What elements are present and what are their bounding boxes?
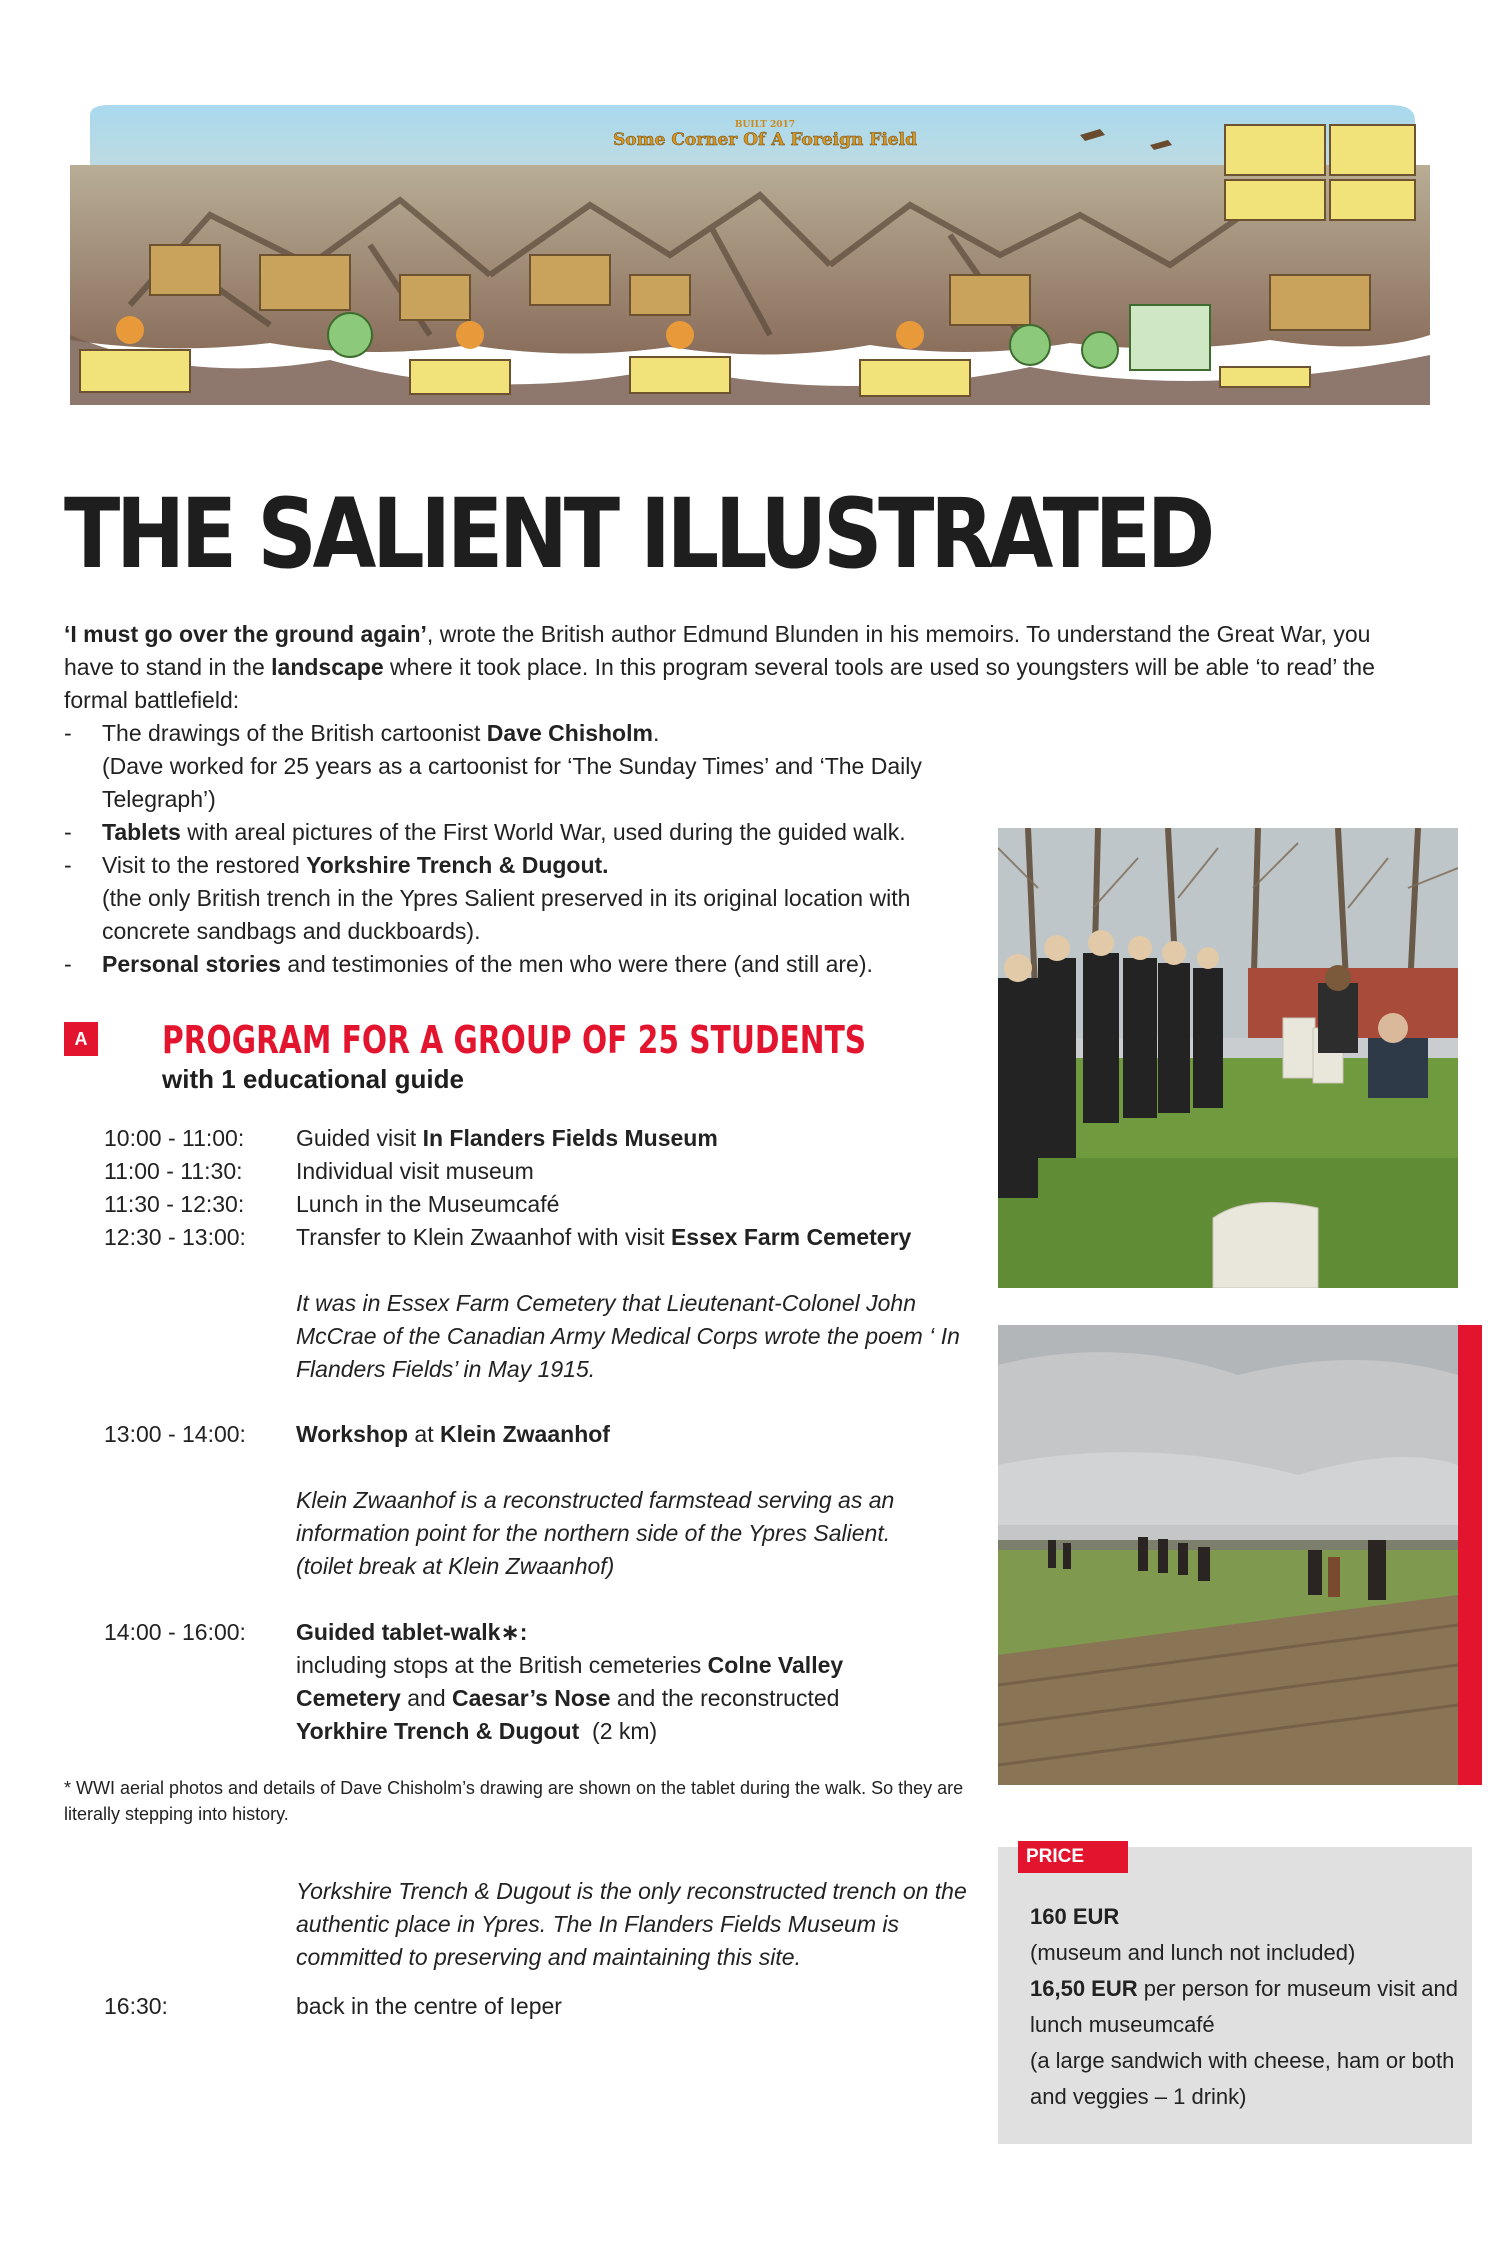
page-title: THE SALIENT ILLUSTRATED [64, 478, 1211, 590]
schedule-bold: Caesar’s Nose [452, 1685, 611, 1711]
schedule-bold: In Flanders Fields Museum [422, 1125, 718, 1151]
schedule-row [104, 1221, 984, 1254]
list-item-text: with areal pictures of the First World War, used during the guided walk. [180, 819, 906, 845]
schedule-text: (2 km) [579, 1718, 658, 1744]
price-group: 160 EUR [1030, 1904, 1120, 1929]
schedule-text: Transfer to Klein Zwaanhof with visit [296, 1224, 671, 1250]
field-walk-photo [998, 1325, 1458, 1785]
list-item-text: The drawings of the British cartoonist [102, 720, 487, 746]
toilet-break-note: (toilet break at Klein Zwaanhof) [296, 1553, 615, 1579]
schedule-note [104, 1287, 984, 1386]
schedule-text: including stops at the British cemeteries [296, 1652, 708, 1678]
intro-text-1: , wrote the British author Edmund Blunden in his memoirs. To understand the Great War, you have to stand in the [64, 621, 1371, 680]
list-item-bold: Personal stories [102, 951, 281, 977]
price-person-note: (a large sandwich with cheese, ham or both and veggies – 1 drink) [1030, 2048, 1455, 2109]
yorkshire-trench-note: Yorkshire Trench & Dugout is the only reconstructed trench on the authentic place in Ypres. The In Flanders Fields Museum is committed to preserving and maintaining this site. [296, 1878, 967, 1970]
price-group-note: (museum and lunch not included) [1030, 1940, 1356, 1965]
schedule-time: 11:00 - 11:30: [104, 1158, 243, 1184]
accent-bar [1458, 1325, 1482, 1785]
list-item-sub: (Dave worked for 25 years as a cartoonist for ‘The Sunday Times’ and ‘The Daily Telegraph’) [102, 753, 922, 812]
schedule-time: 11:30 - 12:30: [104, 1191, 245, 1217]
schedule-row [104, 1418, 984, 1451]
list-item [64, 948, 994, 981]
list-item [64, 849, 994, 948]
salient-illustration-banner [70, 105, 1430, 405]
schedule-star: ∗: [500, 1619, 528, 1645]
intro-text-2: where it took place. In this program several tools are used so youngsters will be able ‘to read’ the formal battlefield: [64, 654, 1375, 713]
schedule-time: 16:30: [104, 1993, 168, 2019]
schedule-bold: Klein Zwaanhof [440, 1421, 610, 1447]
schedule-bold: Essex Farm Cemetery [670, 1224, 912, 1250]
schedule-text: Lunch in the Museumcafé [296, 1191, 560, 1217]
schedule-time: 10:00 - 11:00: [104, 1125, 245, 1151]
cemetery-students-photo [998, 828, 1458, 1288]
list-item-bold: Tablets [102, 819, 181, 845]
klein-zwaanhof-note: Klein Zwaanhof is a reconstructed farmstead serving as an information point for the northern side of the Ypres Salient. [296, 1487, 895, 1546]
price-box [998, 1847, 1472, 2144]
schedule-text: and the reconstructed [610, 1685, 840, 1711]
list-item [64, 717, 994, 816]
intro-quote: ‘I must go over the ground again’ [64, 621, 427, 647]
schedule-text: back in the centre of Ieper [296, 1993, 562, 2019]
banner-kicker: BUILT 2017 [734, 120, 796, 130]
price-person: 16,50 EUR [1030, 1976, 1138, 2001]
schedule-text: Guided visit [296, 1125, 423, 1151]
list-item-bold: Dave Chisholm [486, 720, 653, 746]
list-item-text: Visit to the restored [102, 852, 307, 878]
banner-title: Some Corner Of A Foreign Field [613, 130, 917, 150]
schedule-row [104, 1616, 984, 1748]
schedule-bold: Colne Valley Cemetery [296, 1652, 844, 1711]
section-badge: A [64, 1022, 98, 1056]
schedule-text: at [408, 1421, 440, 1447]
list-item-text: and testimonies of the men who were there (and still are). [280, 951, 873, 977]
price-person-text: per person for museum visit and lunch museumcafé [1030, 1976, 1458, 2037]
essex-farm-note: It was in Essex Farm Cemetery that Lieutenant-Colonel John McCrae of the Canadian Army Medical Corps wrote the poem ‘ In Flanders Fields’ in May 1915. [296, 1290, 960, 1382]
schedule-bold: Workshop [296, 1421, 409, 1447]
schedule-row [104, 1188, 984, 1221]
schedule-time: 12:30 - 13:00: [104, 1224, 246, 1250]
schedule-note [104, 1875, 984, 1974]
list-item-text: . [652, 720, 660, 746]
list-item-bold: Yorkshire Trench & Dugout. [306, 852, 609, 878]
list-item-sub: (the only British trench in the Ypres Salient preserved in its original location with concrete sandbags and duckboards). [102, 885, 911, 944]
section-title: PROGRAM FOR A GROUP OF 25 STUDENTS [162, 1018, 867, 1062]
schedule-text: Individual visit museum [296, 1158, 534, 1184]
schedule-row [104, 1155, 984, 1188]
intro-landscape: landscape [271, 654, 384, 680]
section-subtitle: with 1 educational guide [162, 1064, 464, 1094]
schedule-bold: Guided tablet-walk [296, 1619, 501, 1645]
schedule-time: 14:00 - 16:00: [104, 1619, 246, 1645]
list-item [64, 816, 994, 849]
schedule-bold: Yorkhire Trench & Dugout [296, 1718, 580, 1744]
schedule-time: 13:00 - 14:00: [104, 1421, 246, 1447]
schedule-row [104, 1990, 984, 2023]
schedule-note [104, 1484, 984, 1583]
schedule-text: and [400, 1685, 452, 1711]
tools-list [64, 717, 994, 981]
footnote: * WWI aerial photos and details of Dave Chisholm’s drawing are shown on the tablet during the walk. So they are literally stepping into history. [64, 1778, 964, 1824]
price-label: PRICE [1018, 1841, 1128, 1873]
panorama-drawing [70, 105, 1430, 405]
schedule-row [104, 1122, 984, 1155]
intro-paragraph [64, 618, 1424, 717]
price-details [1030, 1899, 1460, 2115]
